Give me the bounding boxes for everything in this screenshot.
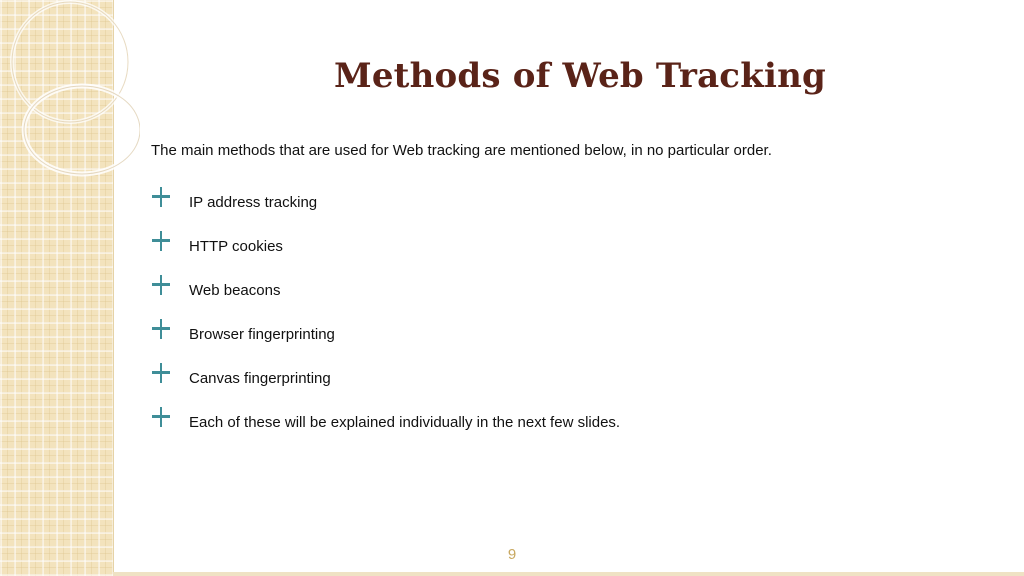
bullet-text: IP address tracking [189, 193, 318, 211]
list-item [150, 224, 620, 268]
plus-icon [150, 406, 172, 428]
list-item [150, 268, 620, 312]
list-item [150, 356, 620, 400]
page-number: 9 [507, 546, 517, 563]
bullet-text: HTTP cookies [189, 237, 283, 255]
decorative-rings [0, 0, 140, 220]
plus-icon [150, 362, 172, 384]
bullet-list [150, 180, 620, 444]
plus-icon [150, 186, 172, 208]
plus-icon [150, 274, 172, 296]
bullet-text: Each of these will be explained individually in the next few slides. [189, 413, 621, 431]
plus-icon [150, 318, 172, 340]
slide-title: Methods of Web Tracking [334, 56, 826, 96]
bullet-text: Browser fingerprinting [189, 325, 335, 343]
list-item [150, 400, 620, 444]
list-item [150, 180, 620, 224]
intro-text: The main methods that are used for Web tracking are mentioned below, in no particular order. [151, 142, 772, 159]
plus-icon [150, 230, 172, 252]
list-item [150, 312, 620, 356]
decorative-bottom-band [113, 572, 1024, 576]
bullet-text: Web beacons [189, 281, 281, 299]
bullet-text: Canvas fingerprinting [189, 369, 331, 387]
